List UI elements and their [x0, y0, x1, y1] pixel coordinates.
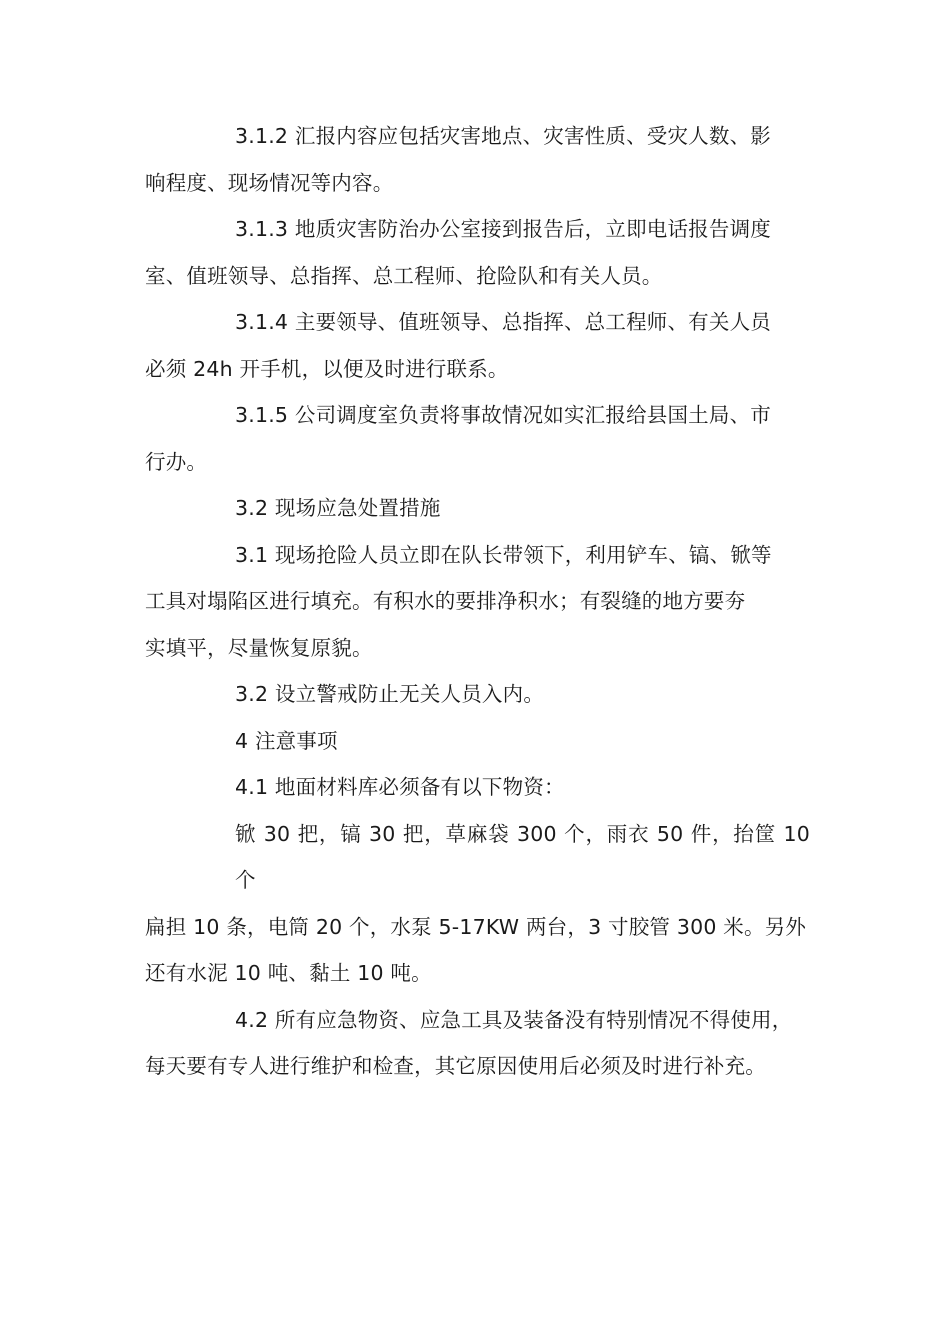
- text-line: 3.1.4 主要领导、值班领导、总指挥、总工程师、有关人员: [235, 310, 771, 334]
- paragraph-3-1-4: [145, 299, 810, 392]
- text-line: 扁担 10 条，电筒 20 个，水泵 5-17KW 两台，3 寸胶管 300 米。另外: [145, 914, 807, 939]
- paragraph-3-1-2: [145, 113, 810, 206]
- text-line: 室、值班领导、总指挥、总工程师、抢险队和有关人员。: [145, 263, 663, 288]
- paragraph-3-1-3: [145, 206, 810, 299]
- text-line: 必须 24h 开手机，以便及时进行联系。: [145, 356, 509, 381]
- text-line: 响程度、现场情况等内容。: [145, 170, 394, 195]
- paragraph-4-2: [145, 997, 810, 1090]
- text-line: 3.1.5 公司调度室负责将事故情况如实汇报给县国土局、市: [235, 403, 771, 427]
- paragraph-3-1-5: [145, 392, 810, 485]
- text-line: 3.2 设立警戒防止无关人员入内。: [235, 682, 545, 706]
- text-line: 每天要有专人进行维护和检查，其它原因使用后必须及时进行补充。: [145, 1054, 766, 1078]
- text-line: 4.1 地面材料库必须备有以下物资：: [235, 775, 565, 799]
- paragraph-rescue-measures: [145, 532, 810, 672]
- text-line: 3.1.3 地质灾害防治办公室接到报告后，立即电话报告调度: [235, 217, 771, 241]
- text-line: 锨 30 把，镐 30 把，草麻袋 300 个，雨衣 50 件，抬筐 10 个: [235, 821, 810, 892]
- text-line: 工具对塌陷区进行填充。有积水的要排净积水；有裂缝的地方要夯: [145, 589, 746, 613]
- text-line: 4 注意事项: [235, 728, 338, 753]
- document-body: [145, 113, 810, 1090]
- section-heading-3-2: [145, 485, 810, 532]
- text-line: 3.1 现场抢险人员立即在队长带领下，利用铲车、镐、锨等: [235, 542, 772, 567]
- text-line: 3.2 现场应急处置措施: [235, 496, 441, 520]
- paragraph-4-1: [145, 764, 810, 811]
- paragraph-warning: [145, 671, 810, 718]
- text-line: 实填平，尽量恢复原貌。: [145, 635, 373, 660]
- text-line: 行办。: [145, 449, 208, 474]
- text-line: 4.2 所有应急物资、应急工具及装备没有特别情况不得使用，: [235, 1007, 793, 1032]
- paragraph-materials-list: [145, 811, 810, 997]
- text-line: 还有水泥 10 吨、黏土 10 吨。: [145, 961, 432, 985]
- section-heading-4: [145, 718, 810, 765]
- text-line: 3.1.2 汇报内容应包括灾害地点、灾害性质、受灾人数、影: [235, 124, 771, 148]
